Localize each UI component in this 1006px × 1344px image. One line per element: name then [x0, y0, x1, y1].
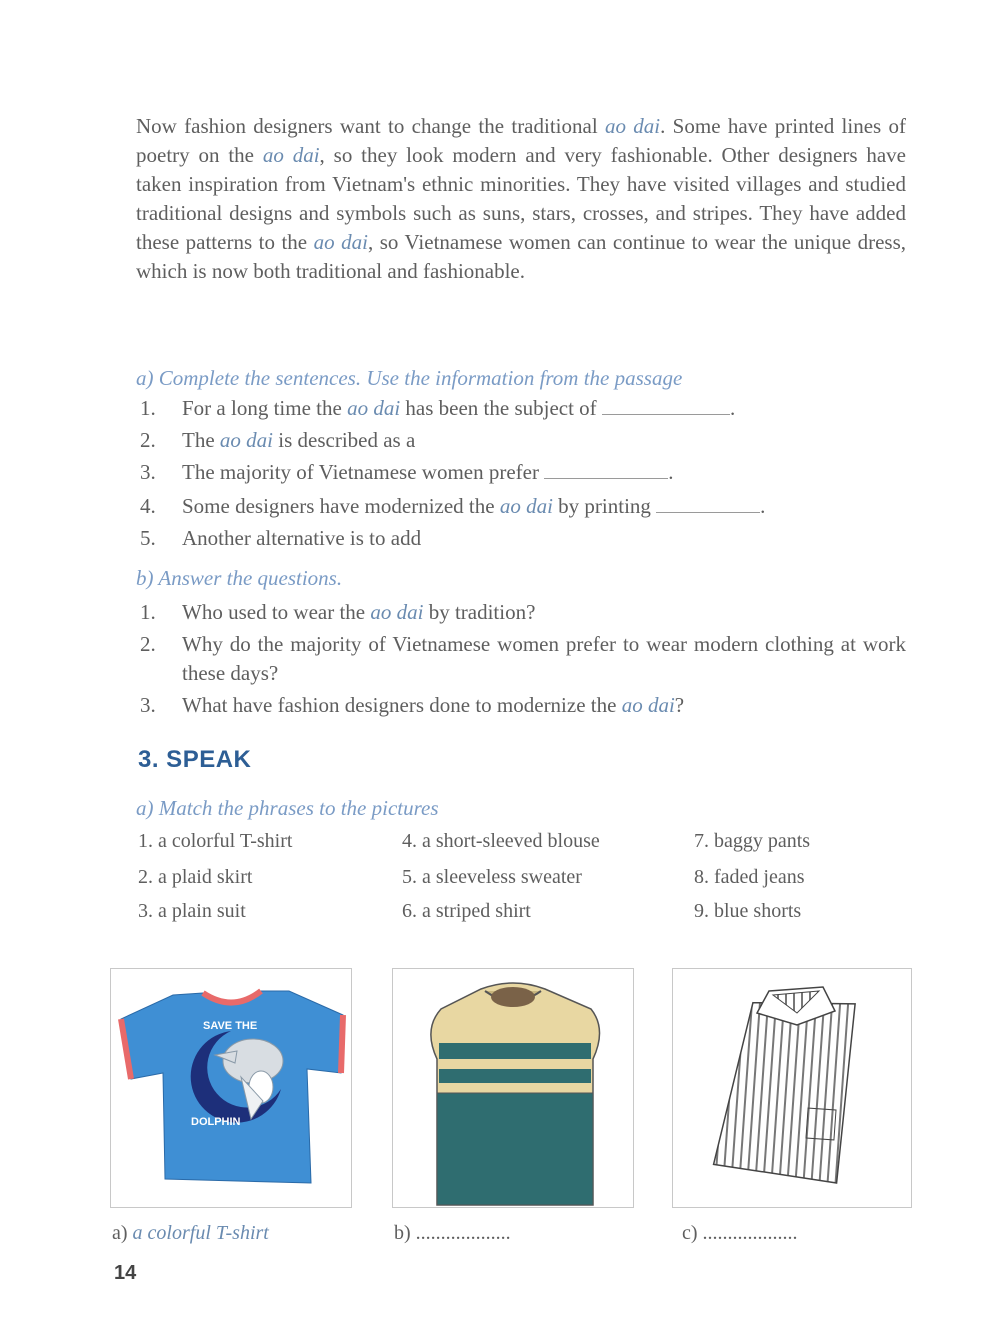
passage-text-2: . Some have printed lines of poetry on the	[136, 114, 907, 167]
tshirt-image	[111, 969, 351, 1207]
tshirt-slogan-bottom: DOLPHIN	[191, 1116, 241, 1128]
tshirt-slogan-top: SAVE THE	[203, 1020, 258, 1032]
passage-term-3: ao dai	[313, 230, 368, 254]
caption-c[interactable]: c) ...................	[682, 1222, 798, 1244]
phrase-item: 9. blue shorts	[694, 900, 802, 922]
list-item: 3. What have fashion designers done to modernize the ao dai?	[140, 693, 685, 717]
list-item: 2. The ao dai is described as a	[136, 428, 906, 460]
section-a-heading: a) Complete the sentences. Use the information from the passage	[136, 366, 683, 390]
caption-b[interactable]: b) ...................	[394, 1222, 511, 1244]
phrase-item: 3. a plain suit	[138, 900, 246, 922]
phrase-item: 6. a striped shirt	[402, 900, 531, 922]
section-title: 3. SPEAK	[138, 746, 252, 773]
passage-text-3: , so they look modern and very fashionable. Other designers have taken inspiration from Vietnam's ethnic minorities. They have visited villages and studied traditional designs and symbols such as suns, stars, crosses, and stripes. They have added these patterns to the	[136, 143, 907, 254]
phrase-item: 4. a short-sleeved blouse	[402, 830, 600, 852]
phrase-item: 7. baggy pants	[694, 830, 811, 852]
list-item: 1. Who used to wear the ao dai by tradition?	[140, 600, 536, 624]
picture-striped-shirt	[672, 968, 912, 1208]
phrase-item: 2. a plaid skirt	[138, 866, 253, 888]
sweater-image	[393, 969, 633, 1207]
answer-blank[interactable]	[602, 398, 730, 415]
phrase-item: 8. faded jeans	[694, 866, 805, 888]
list-item: 3. The majority of Vietnamese women prefer .	[140, 460, 674, 484]
phrase-item: 5. a sleeveless sweater	[402, 866, 582, 888]
list-item: 4. Some designers have modernized the ao dai by printing .	[140, 494, 766, 518]
passage-term-1: ao dai	[604, 114, 661, 138]
passage-text-4: , so Vietnamese women can continue to wear the unique dress, which is now both traditional and fashionable.	[136, 230, 906, 283]
section-b-list	[136, 598, 906, 720]
answer-blank[interactable]	[544, 462, 668, 479]
speak-heading: a) Match the phrases to the pictures	[136, 796, 439, 820]
reading-passage	[136, 112, 906, 286]
section-b-heading: b) Answer the questions.	[136, 566, 343, 590]
section-a-list	[136, 396, 906, 558]
striped-shirt-image	[673, 969, 911, 1207]
answer-blank[interactable]	[656, 496, 760, 513]
list-item: 5. Another alternative is to add	[140, 526, 422, 550]
list-item: 2. Why do the majority of Vietnamese women prefer to wear modern clothing at work these days?	[140, 632, 906, 685]
page-number: 14	[114, 1262, 137, 1284]
caption-a: a) a colorful T-shirt	[112, 1222, 269, 1244]
passage-term-2: ao dai	[262, 143, 320, 167]
picture-tshirt	[110, 968, 352, 1208]
list-item: 1. For a long time the ao dai has been the subject of .	[140, 396, 736, 420]
answer-blank[interactable]	[421, 430, 561, 447]
passage-text-1: Now fashion designers want to change the traditional	[136, 114, 598, 138]
picture-sweater	[392, 968, 634, 1208]
phrase-item: 1. a colorful T-shirt	[138, 830, 293, 852]
